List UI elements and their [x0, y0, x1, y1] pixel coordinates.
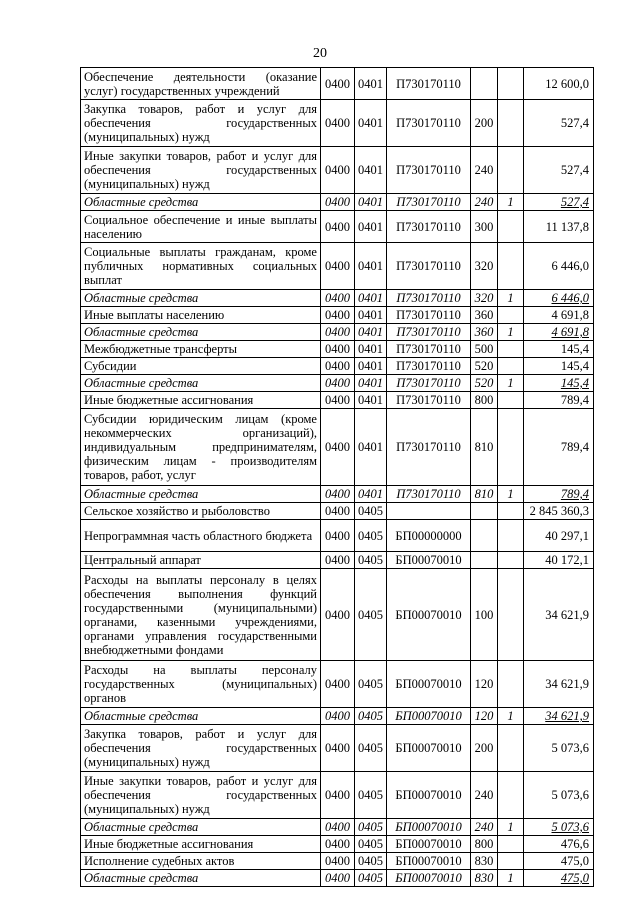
table-row — [81, 661, 594, 708]
item-name: Закупка товаров, работ и услуг для обеспечения государственных (муниципальных) нужд — [81, 100, 321, 147]
target-article-code: П730170110 — [387, 486, 471, 503]
expense-type-code: 120 — [471, 661, 498, 708]
subsection-code: 0401 — [355, 307, 387, 324]
item-name: Областные средства — [81, 324, 321, 341]
page-number: 20 — [313, 46, 327, 61]
expense-type-code: 300 — [471, 211, 498, 243]
section-code: 0400 — [321, 375, 355, 392]
funding-source-code — [498, 68, 524, 100]
funding-source-code — [498, 147, 524, 194]
funding-source-code — [498, 552, 524, 569]
section-code: 0400 — [321, 661, 355, 708]
section-code: 0400 — [321, 194, 355, 211]
section-code: 0400 — [321, 552, 355, 569]
funding-source-code — [498, 100, 524, 147]
expense-type-code: 830 — [471, 853, 498, 870]
table-row — [81, 194, 594, 211]
table-row — [81, 243, 594, 290]
item-name: Областные средства — [81, 194, 321, 211]
target-article-code: П730170110 — [387, 68, 471, 100]
subsection-code: 0405 — [355, 772, 387, 819]
section-code: 0400 — [321, 68, 355, 100]
table-row — [81, 520, 594, 552]
item-name: Областные средства — [81, 290, 321, 307]
item-name: Иные бюджетные ассигнования — [81, 392, 321, 409]
expense-type-code: 360 — [471, 307, 498, 324]
expense-type-code: 520 — [471, 375, 498, 392]
item-name: Иные закупки товаров, работ и услуг для обеспечения государственных (муниципальных) нужд — [81, 147, 321, 194]
item-name: Иные бюджетные ассигнования — [81, 836, 321, 853]
amount-value: 5 073,6 — [524, 772, 594, 819]
section-code: 0400 — [321, 211, 355, 243]
subsection-code: 0401 — [355, 375, 387, 392]
budget-table — [80, 67, 594, 887]
target-article-code: БП00070010 — [387, 708, 471, 725]
section-code: 0400 — [321, 708, 355, 725]
expense-type-code: 500 — [471, 341, 498, 358]
amount-value: 789,4 — [524, 392, 594, 409]
section-code: 0400 — [321, 243, 355, 290]
amount-value: 2 845 360,3 — [524, 503, 594, 520]
item-name: Областные средства — [81, 708, 321, 725]
subsection-code: 0401 — [355, 194, 387, 211]
amount-value: 527,4 — [524, 194, 594, 211]
section-code: 0400 — [321, 503, 355, 520]
expense-type-code: 240 — [471, 819, 498, 836]
target-article-code: БП00070010 — [387, 870, 471, 887]
funding-source-code — [498, 243, 524, 290]
table-row — [81, 725, 594, 772]
subsection-code: 0401 — [355, 68, 387, 100]
item-name: Иные выплаты населению — [81, 307, 321, 324]
subsection-code: 0401 — [355, 243, 387, 290]
item-name: Областные средства — [81, 819, 321, 836]
amount-value: 6 446,0 — [524, 243, 594, 290]
amount-value: 12 600,0 — [524, 68, 594, 100]
amount-value: 475,0 — [524, 870, 594, 887]
target-article-code: БП00070010 — [387, 836, 471, 853]
amount-value: 789,4 — [524, 486, 594, 503]
table-row — [81, 307, 594, 324]
funding-source-code — [498, 661, 524, 708]
funding-source-code — [498, 392, 524, 409]
section-code: 0400 — [321, 772, 355, 819]
table-row — [81, 552, 594, 569]
funding-source-code — [498, 725, 524, 772]
amount-value: 11 137,8 — [524, 211, 594, 243]
subsection-code: 0405 — [355, 661, 387, 708]
target-article-code: П730170110 — [387, 290, 471, 307]
item-name: Областные средства — [81, 486, 321, 503]
item-name: Исполнение судебных актов — [81, 853, 321, 870]
expense-type-code: 240 — [471, 772, 498, 819]
subsection-code: 0401 — [355, 409, 387, 486]
item-name: Сельское хозяйство и рыболовство — [81, 503, 321, 520]
amount-value: 475,0 — [524, 853, 594, 870]
amount-value: 40 172,1 — [524, 552, 594, 569]
target-article-code: П730170110 — [387, 100, 471, 147]
funding-source-code — [498, 503, 524, 520]
item-name: Субсидии юридическим лицам (кроме некоммерческих организаций), индивидуальным предпринимателям, физическим лицам - производителям товаров, работ, услуг — [81, 409, 321, 486]
section-code: 0400 — [321, 836, 355, 853]
amount-value: 4 691,8 — [524, 324, 594, 341]
target-article-code: БП00070010 — [387, 772, 471, 819]
target-article-code: П730170110 — [387, 194, 471, 211]
target-article-code: П730170110 — [387, 243, 471, 290]
item-name: Субсидии — [81, 358, 321, 375]
expense-type-code: 520 — [471, 358, 498, 375]
expense-type-code: 240 — [471, 194, 498, 211]
table-row — [81, 324, 594, 341]
section-code: 0400 — [321, 324, 355, 341]
section-code: 0400 — [321, 853, 355, 870]
subsection-code: 0401 — [355, 358, 387, 375]
section-code: 0400 — [321, 307, 355, 324]
subsection-code: 0405 — [355, 552, 387, 569]
item-name: Межбюджетные трансферты — [81, 341, 321, 358]
expense-type-code: 810 — [471, 409, 498, 486]
subsection-code: 0405 — [355, 725, 387, 772]
item-name: Закупка товаров, работ и услуг для обеспечения государственных (муниципальных) нужд — [81, 725, 321, 772]
expense-type-code: 200 — [471, 725, 498, 772]
subsection-code: 0401 — [355, 486, 387, 503]
subsection-code: 0405 — [355, 819, 387, 836]
target-article-code: П730170110 — [387, 341, 471, 358]
expense-type-code — [471, 552, 498, 569]
amount-value: 145,4 — [524, 375, 594, 392]
table-row — [81, 68, 594, 100]
expense-type-code: 800 — [471, 392, 498, 409]
funding-source-code — [498, 569, 524, 661]
target-article-code: П730170110 — [387, 307, 471, 324]
amount-value: 145,4 — [524, 341, 594, 358]
funding-source-code: 1 — [498, 486, 524, 503]
section-code: 0400 — [321, 569, 355, 661]
amount-value: 34 621,9 — [524, 569, 594, 661]
target-article-code: П730170110 — [387, 211, 471, 243]
target-article-code: БП00070010 — [387, 853, 471, 870]
table-row — [81, 819, 594, 836]
table-row — [81, 211, 594, 243]
table-row — [81, 569, 594, 661]
subsection-code: 0401 — [355, 211, 387, 243]
table-row — [81, 486, 594, 503]
expense-type-code: 830 — [471, 870, 498, 887]
item-name: Непрограммная часть областного бюджета — [81, 520, 321, 552]
target-article-code: БП00070010 — [387, 725, 471, 772]
subsection-code: 0405 — [355, 569, 387, 661]
funding-source-code — [498, 772, 524, 819]
subsection-code: 0405 — [355, 836, 387, 853]
amount-value: 476,6 — [524, 836, 594, 853]
table-row — [81, 708, 594, 725]
table-row — [81, 870, 594, 887]
funding-source-code — [498, 307, 524, 324]
item-name: Расходы на выплаты персоналу в целях обеспечения выполнения функций государственными (муниципальными) органами, казенными учреждениями, органами управления государственными внебюджетными фондами — [81, 569, 321, 661]
funding-source-code: 1 — [498, 290, 524, 307]
funding-source-code — [498, 211, 524, 243]
subsection-code: 0405 — [355, 520, 387, 552]
target-article-code: БП00070010 — [387, 661, 471, 708]
funding-source-code: 1 — [498, 708, 524, 725]
section-code: 0400 — [321, 409, 355, 486]
funding-source-code — [498, 836, 524, 853]
subsection-code: 0401 — [355, 341, 387, 358]
funding-source-code: 1 — [498, 324, 524, 341]
amount-value: 789,4 — [524, 409, 594, 486]
expense-type-code: 320 — [471, 243, 498, 290]
target-article-code: БП00070010 — [387, 552, 471, 569]
table-row — [81, 836, 594, 853]
item-name: Социальные выплаты гражданам, кроме публичных нормативных социальных выплат — [81, 243, 321, 290]
section-code: 0400 — [321, 100, 355, 147]
amount-value: 5 073,6 — [524, 725, 594, 772]
item-name: Областные средства — [81, 375, 321, 392]
item-name: Областные средства — [81, 870, 321, 887]
table-row — [81, 290, 594, 307]
target-article-code: П730170110 — [387, 392, 471, 409]
amount-value: 4 691,8 — [524, 307, 594, 324]
expense-type-code: 800 — [471, 836, 498, 853]
funding-source-code — [498, 358, 524, 375]
expense-type-code: 810 — [471, 486, 498, 503]
amount-value: 34 621,9 — [524, 661, 594, 708]
section-code: 0400 — [321, 725, 355, 772]
target-article-code: П730170110 — [387, 375, 471, 392]
table-row — [81, 853, 594, 870]
target-article-code: БП00000000 — [387, 520, 471, 552]
subsection-code: 0405 — [355, 870, 387, 887]
subsection-code: 0401 — [355, 100, 387, 147]
item-name: Социальное обеспечение и иные выплаты населению — [81, 211, 321, 243]
subsection-code: 0405 — [355, 853, 387, 870]
section-code: 0400 — [321, 392, 355, 409]
table-row — [81, 358, 594, 375]
table-body — [81, 68, 594, 887]
section-code: 0400 — [321, 819, 355, 836]
table-row — [81, 772, 594, 819]
table-row — [81, 503, 594, 520]
table-row — [81, 392, 594, 409]
funding-source-code — [498, 520, 524, 552]
expense-type-code: 120 — [471, 708, 498, 725]
amount-value: 527,4 — [524, 100, 594, 147]
amount-value: 5 073,6 — [524, 819, 594, 836]
section-code: 0400 — [321, 870, 355, 887]
target-article-code: П730170110 — [387, 409, 471, 486]
expense-type-code: 360 — [471, 324, 498, 341]
amount-value: 145,4 — [524, 358, 594, 375]
expense-type-code: 240 — [471, 147, 498, 194]
funding-source-code: 1 — [498, 194, 524, 211]
amount-value: 527,4 — [524, 147, 594, 194]
target-article-code: П730170110 — [387, 147, 471, 194]
funding-source-code — [498, 341, 524, 358]
funding-source-code: 1 — [498, 819, 524, 836]
subsection-code: 0401 — [355, 392, 387, 409]
expense-type-code — [471, 68, 498, 100]
amount-value: 34 621,9 — [524, 708, 594, 725]
expense-type-code: 320 — [471, 290, 498, 307]
funding-source-code — [498, 409, 524, 486]
table-row — [81, 375, 594, 392]
section-code: 0400 — [321, 520, 355, 552]
target-article-code: П730170110 — [387, 324, 471, 341]
section-code: 0400 — [321, 486, 355, 503]
expense-type-code: 100 — [471, 569, 498, 661]
target-article-code: БП00070010 — [387, 819, 471, 836]
target-article-code: П730170110 — [387, 358, 471, 375]
target-article-code — [387, 503, 471, 520]
section-code: 0400 — [321, 147, 355, 194]
expense-type-code — [471, 503, 498, 520]
table-row — [81, 147, 594, 194]
expense-type-code — [471, 520, 498, 552]
amount-value: 40 297,1 — [524, 520, 594, 552]
item-name: Центральный аппарат — [81, 552, 321, 569]
subsection-code: 0405 — [355, 708, 387, 725]
subsection-code: 0401 — [355, 147, 387, 194]
table-row — [81, 100, 594, 147]
item-name: Расходы на выплаты персоналу государственных (муниципальных) органов — [81, 661, 321, 708]
funding-source-code — [498, 853, 524, 870]
funding-source-code: 1 — [498, 870, 524, 887]
subsection-code: 0401 — [355, 324, 387, 341]
table-row — [81, 409, 594, 486]
subsection-code: 0405 — [355, 503, 387, 520]
section-code: 0400 — [321, 358, 355, 375]
item-name: Обеспечение деятельности (оказание услуг) государственных учреждений — [81, 68, 321, 100]
section-code: 0400 — [321, 290, 355, 307]
section-code: 0400 — [321, 341, 355, 358]
amount-value: 6 446,0 — [524, 290, 594, 307]
target-article-code: БП00070010 — [387, 569, 471, 661]
table-row — [81, 341, 594, 358]
item-name: Иные закупки товаров, работ и услуг для обеспечения государственных (муниципальных) нужд — [81, 772, 321, 819]
funding-source-code: 1 — [498, 375, 524, 392]
expense-type-code: 200 — [471, 100, 498, 147]
subsection-code: 0401 — [355, 290, 387, 307]
